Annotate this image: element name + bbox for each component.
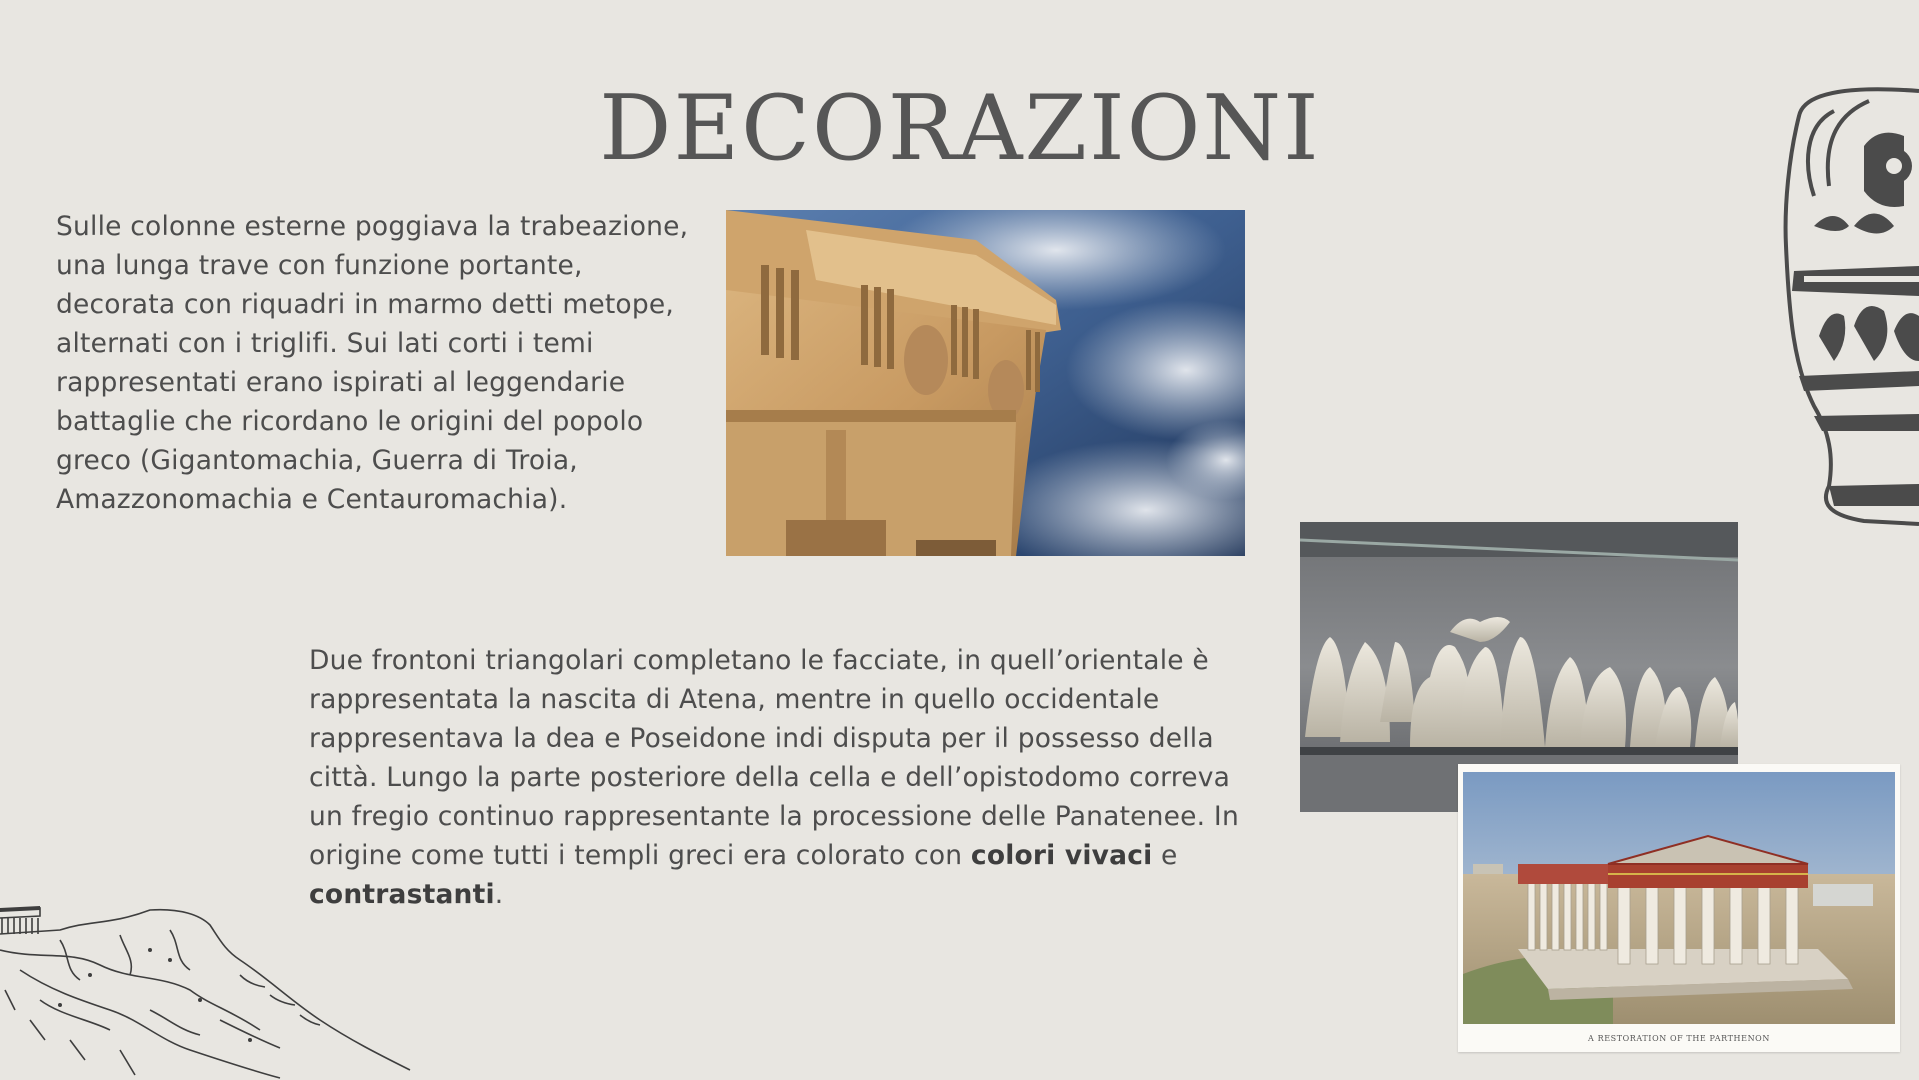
restoration-illustration	[1458, 764, 1900, 1052]
slide-title: DECORAZIONI	[599, 76, 1321, 181]
bold-contrastanti: contrastanti	[309, 879, 495, 910]
greek-vase-drawing	[1774, 86, 1919, 526]
acropolis-sketch	[0, 880, 420, 1080]
bold-colori-vivaci: colori vivaci	[970, 840, 1153, 871]
restoration-caption: A RESTORATION OF THE PARTHENON	[1588, 1034, 1770, 1043]
paragraph-frontoni-text: Due frontoni triangolari completano le facciate, in quell’orientale è rappresentata la nascita di Atena, mentre in quello occidentale rappresentava la dea e Poseidone indi disputa per il possesso della città. Lungo la parte posteriore della cella e dell’opistodomo correva un fregio continuo rappresentante la processione delle Panatenee. In origine come tutti i templi greci era colorato con	[309, 645, 1239, 871]
paragraph-frontoni	[309, 641, 1259, 914]
entablature-photo	[726, 210, 1245, 556]
paragraph-end: .	[494, 879, 504, 910]
paragraph-trabeazione: Sulle colonne esterne poggiava la trabeazione, una lunga trave con funzione portante, decorata con riquadri in marmo detti metope, alternati con i triglifi. Sui lati corti i temi rappresentati erano ispirati al leggendarie battaglie che ricordano le origini del popolo greco (Gigantomachia, Guerra di Troia, Amazzonomachia e Centauromachia).	[56, 211, 689, 515]
paragraph-connector: e	[1152, 840, 1178, 871]
